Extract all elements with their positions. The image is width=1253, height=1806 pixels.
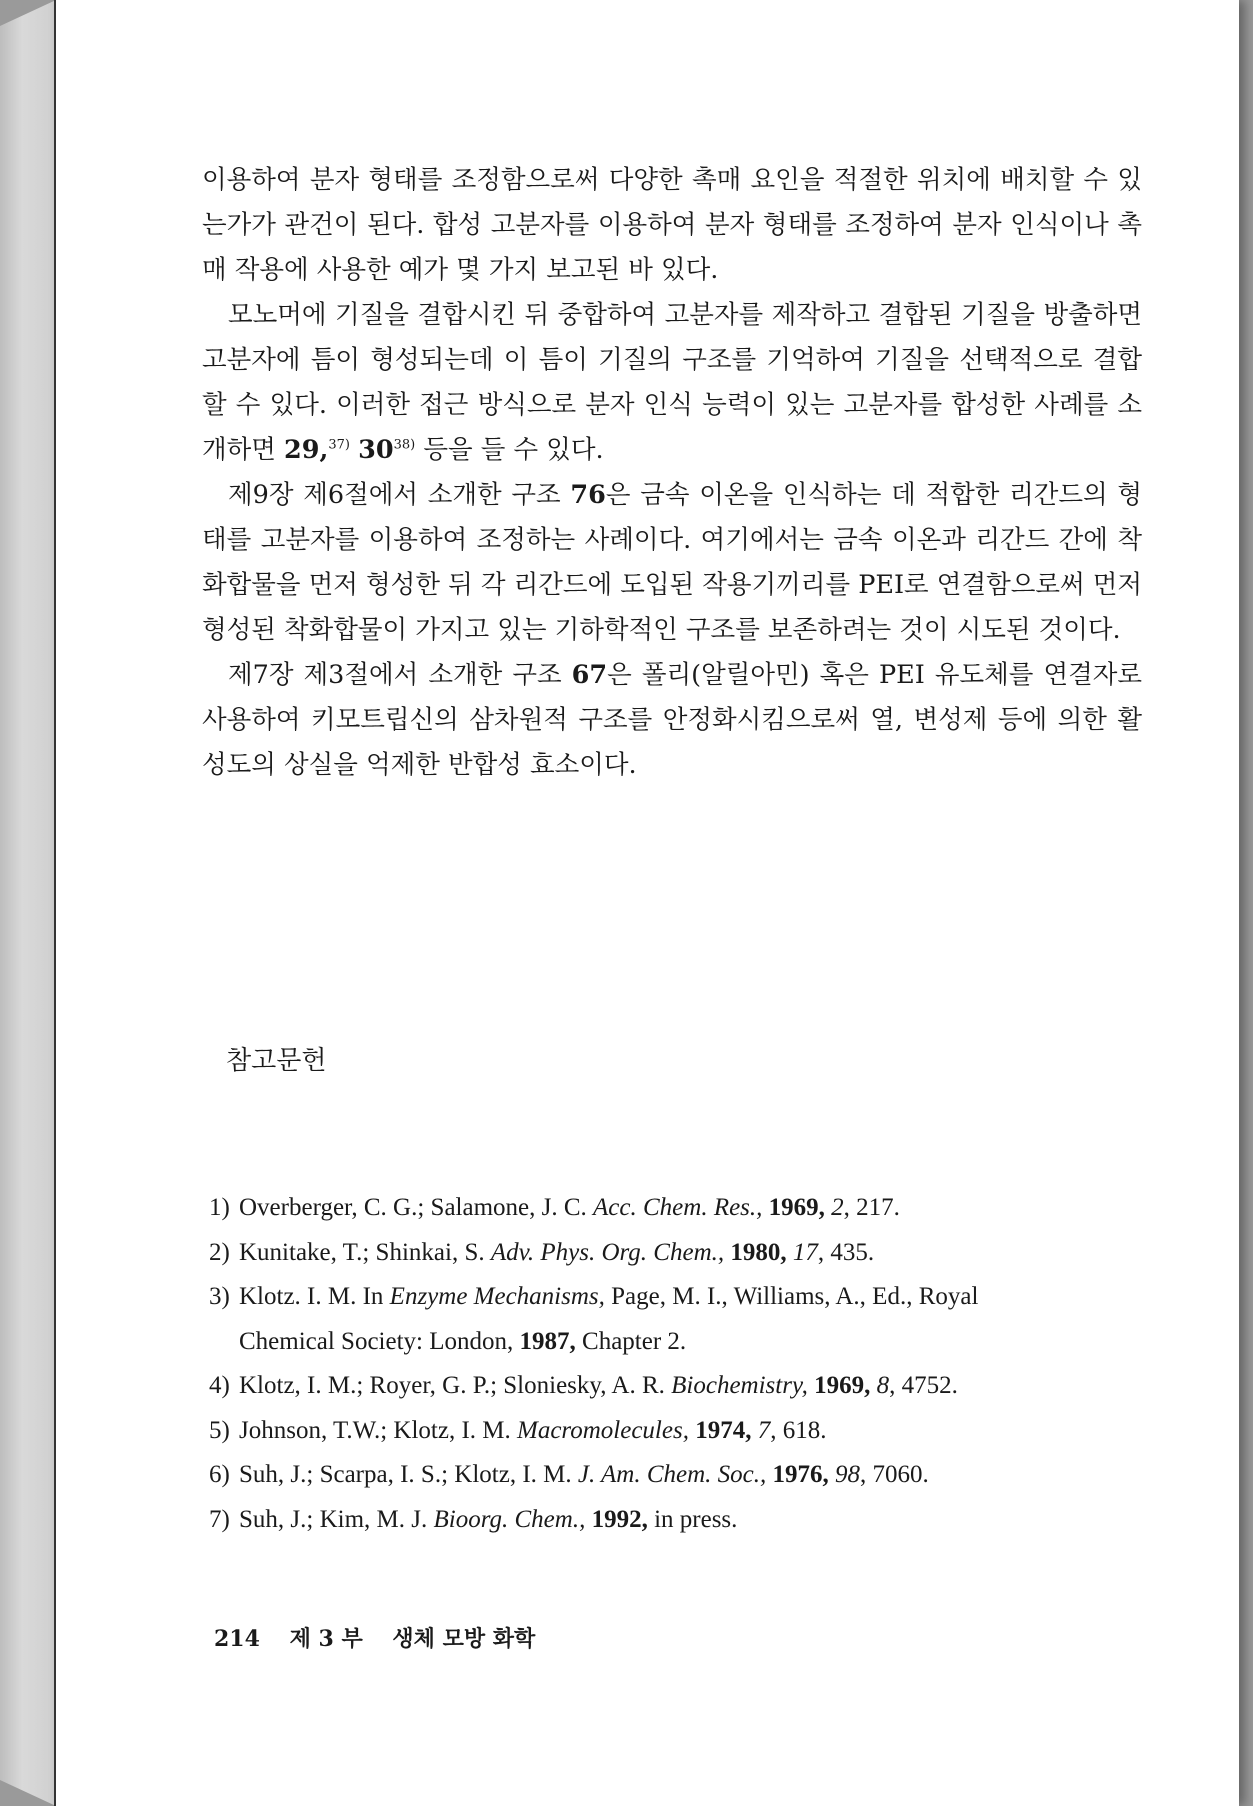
references-heading: 참고문헌 [226, 1046, 327, 1076]
book-page [54, 0, 1239, 1806]
paragraph-1: 이용하여 분자 형태를 조정함으로써 다양한 촉매 요인을 적절한 위치에 배치할 수 있는가가 관건이 된다. 합성 고분자를 이용하여 분자 형태를 조정하여 분자 인식이나 촉매 작용에 사용한 예가 몇 가지 보고된 바 있다. [202, 165, 1143, 285]
reference-item-2: 2) Kunitake, T.; Shinkai, S. Adv. Phys. Org. Chem., 1980, 17, 435. [209, 1238, 875, 1266]
reference-item-4: 4) Klotz, I. M.; Royer, G. P.; Sloniesky, A. R. Biochemistry, 1969, 8, 4752. [209, 1372, 958, 1399]
reference-item-6: 6) Suh, J.; Scarpa, I. S.; Klotz, I. M. J. Am. Chem. Soc., 1976, 98, 7060. [209, 1461, 929, 1488]
paragraph-4: 제7장 제3절에서 소개한 구조 67은 폴리(알릴아민) 혹은 PEI 유도체를 연결자로 사용하여 키모트립신의 삼차원적 구조를 안정화시킴으로써 열, 변성제 등에 의한 활성도의 상실을 억제한 반합성 효소이다. [202, 660, 1142, 780]
book-spine [0, 0, 58, 1806]
reference-list [209, 1186, 1149, 1542]
reference-item-5: 5) Johnson, T.W.; Klotz, I. M. Macromolecules, 1974, 7, 618. [209, 1416, 827, 1444]
page-number: 214 [214, 1626, 260, 1652]
page-footer [214, 1622, 557, 1653]
paragraph-3: 제9장 제6절에서 소개한 구조 76은 금속 이온을 인식하는 데 적합한 리간드의 형태를 고분자를 이용하여 조정하는 사례이다. 여기에서는 금속 이온과 리간드 간에 착화합물을 먼저 형성한 뒤 각 리간드에 도입된 작용기끼리를 PEI로 연결함으로써 먼저 형성된 착화합물이 가지고 있는 기하학적인 구조를 보존하려는 것이 시도된 것이다. [202, 480, 1142, 645]
reference-item-1: 1) Overberger, C. G.; Salamone, J. C. Acc. Chem. Res., 1969, 2, 217. [209, 1194, 900, 1221]
body-text [202, 158, 1142, 788]
footer-part: 제 3 부 [289, 1626, 363, 1652]
paragraph-2: 모노머에 기질을 결합시킨 뒤 중합하여 고분자를 제작하고 결합된 기질을 방출하면 고분자에 틈이 형성되는데 이 틈이 기질의 구조를 기억하여 기질을 선택적으로 결합할 수 있다. 이러한 접근 방식으로 분자 인식 능력이 있는 고분자를 합성한 사례를 소개하면 29,$^{37)}$ 30$^{38)}$ 등을 들 수 있다. [202, 300, 1142, 465]
footer-title: 생체 모방 화학 [392, 1626, 536, 1652]
reference-item-3: 3) Klotz. I. M. In Enzyme Mechanisms, Page, M. I., Williams, A., Ed., Royal Chemical Society: London, 1987, Chapter 2. [209, 1283, 979, 1355]
reference-item-7: 7) Suh, J.; Kim, M. J. Bioorg. Chem., 1992, in press. [209, 1505, 738, 1533]
